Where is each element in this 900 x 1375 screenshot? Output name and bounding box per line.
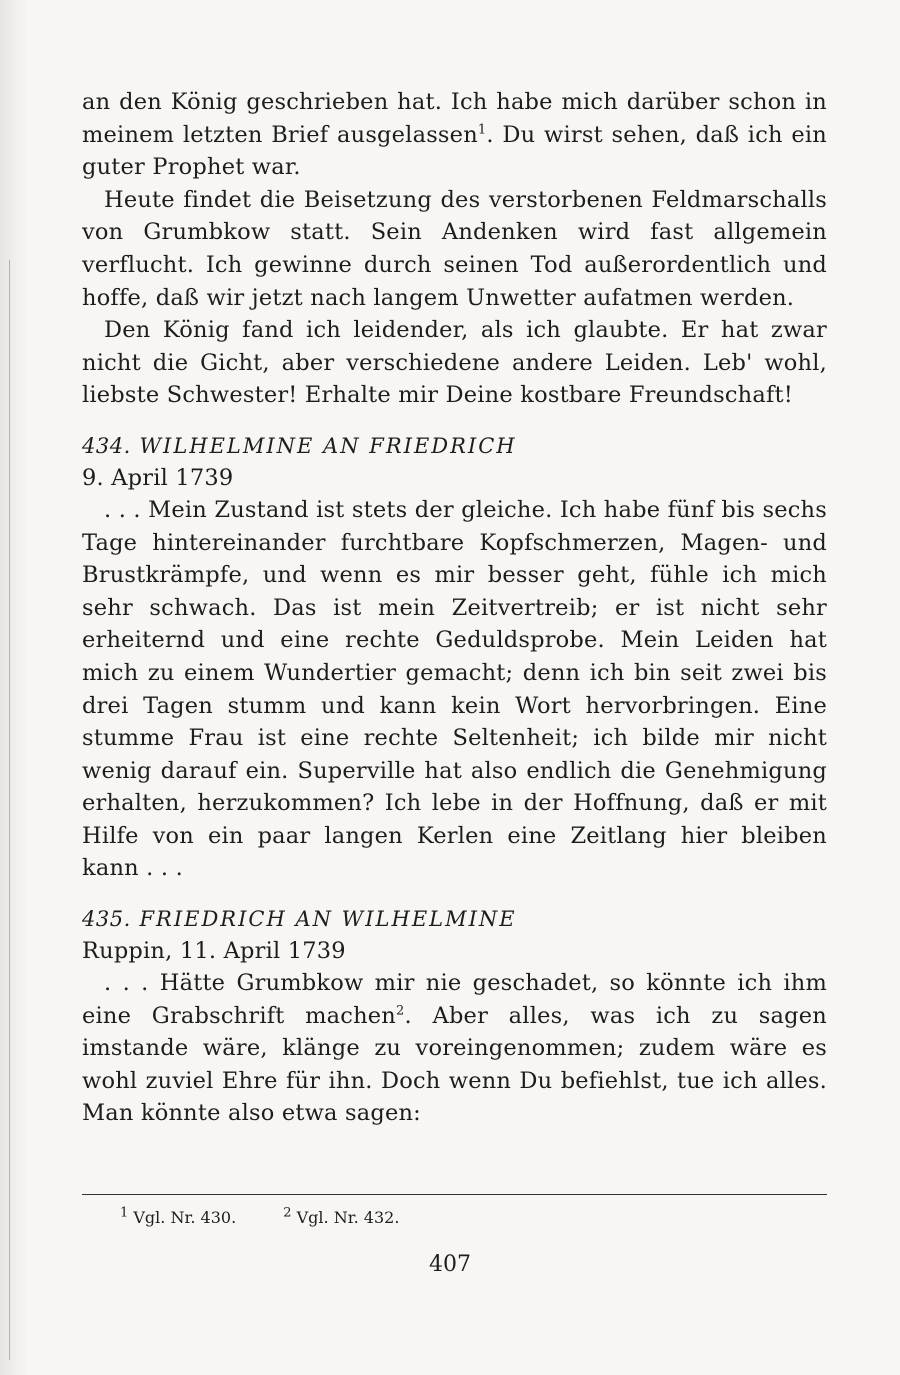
letter-heading (82, 903, 827, 935)
letter-date: 9. April 1739 (82, 464, 234, 491)
intro-paragraph: an den König geschrieben hat. Ich habe mich darüber schon in meinem letzten Brief ausgelassen$^1$. Du wirst sehen, daß ich ein guter Prophet war. (82, 89, 827, 181)
letter-title: WILHELMINE AN FRIEDRICH (139, 433, 517, 458)
page-gutter-line (9, 260, 10, 1360)
page-text-block (82, 86, 827, 1130)
letter-number: 435. (82, 907, 131, 932)
letter-number: 434. (82, 433, 131, 458)
page-edge-shadow (0, 0, 28, 1375)
footnote-2: $^2$ Vgl. Nr. 432. (283, 1205, 400, 1227)
letter-date: Ruppin, 11. April 1739 (82, 938, 346, 965)
letter-body: . . . Hätte Grumbkow mir nie geschadet, so könnte ich ihm eine Grabschrift machen$^2$. Aber alles, was ich zu sagen imstande wäre, klänge zu voreingenommen; zudem wäre es wohl zuviel Ehre für ihn. Doch wenn Du befiehlst, tue ich alles. Man könnte also etwa sagen: (82, 970, 827, 1127)
footnote-marker: 2 (396, 1003, 405, 1019)
intro-paragraph: Heute findet die Beisetzung des verstorbenen Feldmarschalls von Grumbkow statt. Sein Andenken wird fast allgemein verflucht. Ich gewinne durch seinen Tod außerordentlich und hoffe, daß wir jetzt nach langem Unwetter aufatmen werden. (82, 186, 827, 311)
footnotes (120, 1207, 441, 1229)
letter-435 (82, 903, 827, 1130)
letter-title: FRIEDRICH AN WILHELMINE (139, 907, 517, 932)
footnote-1: $^1$ Vgl. Nr. 430. (120, 1205, 237, 1227)
footnote-divider (82, 1194, 827, 1195)
page-number: 407 (429, 1252, 471, 1277)
footnote-marker: 1 (477, 122, 487, 138)
letter-434 (82, 430, 827, 885)
letter-body: . . . Mein Zustand ist stets der gleiche. Ich habe fünf bis sechs Tage hintereinander furchtbare Kopfschmerzen, Magen- und Brustkrämpfe, und wenn es mir besser geht, fühle ich mich sehr schwach. Das ist mein Zeitvertreib; er ist nicht sehr erheiternd und eine rechte Geduldsprobe. Mein Leiden hat mich zu einem Wundertier gemacht; denn ich bin seit zwei bis drei Tagen stumm und kann kein Wort hervorbringen. Eine stumme Frau ist eine rechte Seltenheit; ich bilde mir nicht wenig darauf ein. Superville hat also endlich die Genehmigung erhalten, herzukommen? Ich lebe in der Hoffnung, daß er mit Hilfe von ein paar langen Kerlen eine Zeitlang hier bleiben kann . . . (82, 496, 827, 882)
intro-paragraph: Den König fand ich leidender, als ich glaubte. Er hat zwar nicht die Gicht, aber verschiedene andere Leiden. Leb' wohl, liebste Schwester! Erhalte mir Deine kostbare Freundschaft! (82, 317, 827, 409)
letter-heading (82, 430, 827, 462)
